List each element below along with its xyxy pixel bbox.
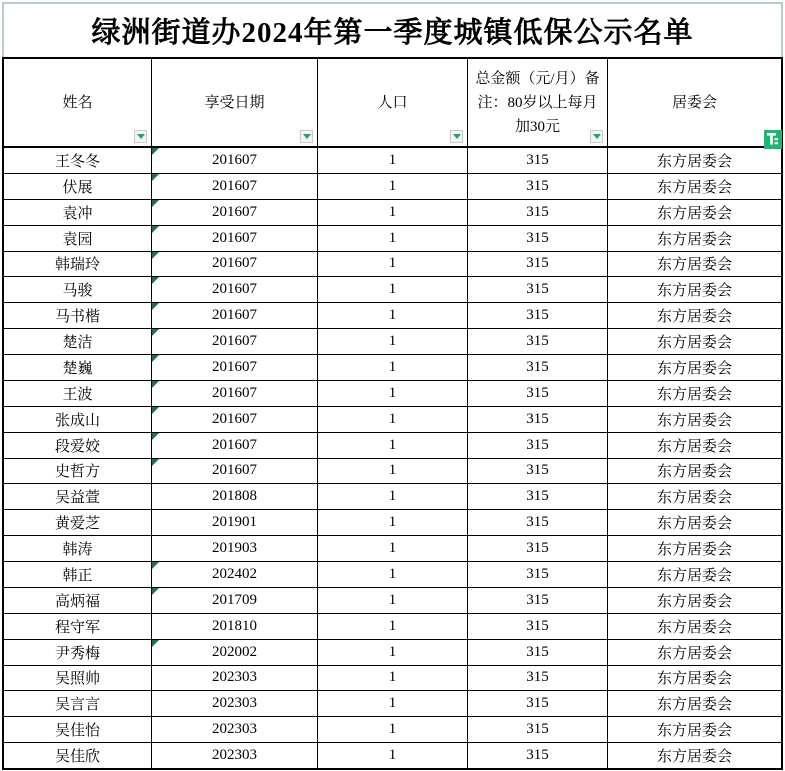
name-cell[interactable]: 高炳福 bbox=[4, 588, 152, 613]
population-cell[interactable]: 1 bbox=[318, 277, 468, 302]
amount-cell[interactable]: 315 bbox=[468, 433, 608, 458]
error-flag-icon bbox=[152, 200, 159, 207]
date-cell[interactable]: 202002 bbox=[152, 640, 318, 665]
date-cell[interactable]: 201607 bbox=[152, 252, 318, 277]
population-cell[interactable]: 1 bbox=[318, 252, 468, 277]
committee-cell[interactable]: 东方居委会 bbox=[656, 723, 732, 740]
amount-cell[interactable]: 315 bbox=[468, 174, 608, 199]
table-row bbox=[4, 510, 781, 536]
table-row bbox=[4, 252, 781, 278]
date-cell[interactable]: 201607 bbox=[152, 407, 318, 432]
name-cell[interactable]: 王波 bbox=[4, 381, 152, 406]
amount-cell[interactable]: 315 bbox=[468, 329, 608, 354]
committee-cell[interactable]: 东方居委会 bbox=[656, 438, 732, 455]
population-cell[interactable]: 1 bbox=[318, 691, 468, 716]
filter-dropdown-button[interactable] bbox=[590, 130, 603, 143]
table-row bbox=[4, 459, 781, 485]
error-flag-icon bbox=[152, 329, 159, 336]
amount-cell[interactable]: 315 bbox=[468, 355, 608, 380]
amount-cell[interactable]: 315 bbox=[468, 148, 608, 173]
amount-cell[interactable]: 315 bbox=[468, 459, 608, 484]
date-cell[interactable]: 202303 bbox=[152, 743, 318, 768]
table-row bbox=[4, 433, 781, 459]
population-cell[interactable]: 1 bbox=[318, 381, 468, 406]
error-flag-icon bbox=[152, 433, 159, 440]
date-cell[interactable]: 202303 bbox=[152, 666, 318, 691]
table-row bbox=[4, 588, 781, 614]
amount-cell[interactable]: 315 bbox=[468, 614, 608, 639]
amount-cell[interactable]: 315 bbox=[468, 666, 608, 691]
amount-cell[interactable]: 315 bbox=[468, 303, 608, 328]
name-cell[interactable]: 吴佳怡 bbox=[4, 717, 152, 742]
date-cell[interactable]: 201607 bbox=[152, 329, 318, 354]
date-cell[interactable]: 201808 bbox=[152, 484, 318, 509]
table-row bbox=[4, 640, 781, 666]
table-row bbox=[4, 562, 781, 588]
chevron-down-icon bbox=[453, 134, 461, 139]
funnel-icon bbox=[767, 133, 779, 146]
population-cell[interactable]: 1 bbox=[318, 148, 468, 173]
amount-cell[interactable]: 315 bbox=[468, 588, 608, 613]
date-cell[interactable]: 201901 bbox=[152, 510, 318, 535]
population-cell[interactable]: 1 bbox=[318, 666, 468, 691]
table-row bbox=[4, 666, 781, 692]
date-cell[interactable]: 201607 bbox=[152, 433, 318, 458]
error-flag-icon bbox=[152, 407, 159, 414]
name-cell[interactable]: 黄爱芝 bbox=[4, 510, 152, 535]
table-row bbox=[4, 743, 781, 768]
table-row bbox=[4, 226, 781, 252]
committee-cell[interactable]: 东方居委会 bbox=[656, 335, 732, 352]
table-row bbox=[4, 484, 781, 510]
date-cell[interactable]: 201607 bbox=[152, 355, 318, 380]
table-row bbox=[4, 355, 781, 381]
name-cell[interactable]: 吴益萱 bbox=[4, 484, 152, 509]
name-cell[interactable]: 袁冲 bbox=[4, 200, 152, 225]
name-cell[interactable]: 袁园 bbox=[4, 226, 152, 251]
error-flag-icon bbox=[152, 588, 159, 595]
name-cell[interactable]: 尹秀梅 bbox=[4, 640, 152, 665]
column-header[interactable] bbox=[152, 59, 318, 146]
error-flag-icon bbox=[152, 252, 159, 259]
chevron-down-icon bbox=[137, 134, 145, 139]
population-cell[interactable]: 1 bbox=[318, 536, 468, 561]
filter-dropdown-button[interactable] bbox=[300, 130, 313, 143]
amount-cell[interactable]: 315 bbox=[468, 743, 608, 768]
committee-cell[interactable]: 东方居委会 bbox=[656, 231, 732, 248]
date-cell[interactable]: 201607 bbox=[152, 303, 318, 328]
table-row bbox=[4, 148, 781, 174]
population-cell[interactable]: 1 bbox=[318, 743, 468, 768]
committee-cell[interactable]: 东方居委会 bbox=[656, 205, 732, 222]
table-row bbox=[4, 407, 781, 433]
date-cell[interactable]: 201607 bbox=[152, 381, 318, 406]
table-row bbox=[4, 277, 781, 303]
filter-dropdown-button[interactable] bbox=[134, 130, 147, 143]
committee-cell[interactable]: 东方居委会 bbox=[656, 593, 732, 610]
error-flag-icon bbox=[152, 277, 159, 284]
table-body bbox=[4, 148, 781, 768]
table-row bbox=[4, 614, 781, 640]
amount-cell[interactable]: 315 bbox=[468, 200, 608, 225]
name-cell[interactable]: 程守军 bbox=[4, 614, 152, 639]
table-row bbox=[4, 329, 781, 355]
name-cell[interactable]: 王冬冬 bbox=[4, 148, 152, 173]
population-cell[interactable]: 1 bbox=[318, 614, 468, 639]
population-cell[interactable]: 1 bbox=[318, 200, 468, 225]
name-cell[interactable]: 韩正 bbox=[4, 562, 152, 587]
amount-cell[interactable]: 315 bbox=[468, 640, 608, 665]
committee-cell[interactable]: 东方居委会 bbox=[656, 257, 732, 274]
date-cell[interactable]: 202303 bbox=[152, 717, 318, 742]
name-cell[interactable]: 楚洁 bbox=[4, 329, 152, 354]
amount-cell[interactable]: 315 bbox=[468, 407, 608, 432]
committee-cell[interactable]: 东方居委会 bbox=[656, 749, 732, 766]
date-cell[interactable]: 201810 bbox=[152, 614, 318, 639]
population-cell[interactable]: 1 bbox=[318, 433, 468, 458]
committee-cell[interactable]: 东方居委会 bbox=[656, 412, 732, 429]
name-cell[interactable]: 吴言言 bbox=[4, 691, 152, 716]
population-cell[interactable]: 1 bbox=[318, 717, 468, 742]
amount-cell[interactable]: 315 bbox=[468, 691, 608, 716]
amount-cell[interactable]: 315 bbox=[468, 381, 608, 406]
committee-cell[interactable]: 东方居委会 bbox=[656, 567, 732, 584]
committee-cell[interactable]: 东方居委会 bbox=[656, 490, 732, 507]
population-cell[interactable]: 1 bbox=[318, 484, 468, 509]
chevron-down-icon bbox=[593, 134, 601, 139]
committee-cell[interactable]: 东方居委会 bbox=[656, 153, 732, 170]
error-flag-icon bbox=[152, 303, 159, 310]
data-table bbox=[2, 57, 783, 770]
committee-cell[interactable]: 东方居委会 bbox=[656, 464, 732, 481]
committee-cell[interactable]: 东方居委会 bbox=[656, 179, 732, 196]
amount-cell[interactable]: 315 bbox=[468, 717, 608, 742]
committee-cell[interactable]: 东方居委会 bbox=[656, 386, 732, 403]
committee-cell[interactable]: 东方居委会 bbox=[656, 645, 732, 662]
amount-cell[interactable]: 315 bbox=[468, 484, 608, 509]
name-cell[interactable]: 楚巍 bbox=[4, 355, 152, 380]
name-cell[interactable]: 韩涛 bbox=[4, 536, 152, 561]
column-header-label: 人口 bbox=[377, 94, 408, 111]
column-header-label: 姓名 bbox=[62, 94, 93, 111]
amount-cell[interactable]: 315 bbox=[468, 277, 608, 302]
name-cell[interactable]: 马书楷 bbox=[4, 303, 152, 328]
table-row bbox=[4, 200, 781, 226]
table-row bbox=[4, 174, 781, 200]
column-header-label: 居委会 bbox=[671, 94, 717, 111]
date-cell[interactable]: 201607 bbox=[152, 459, 318, 484]
date-cell[interactable]: 201607 bbox=[152, 200, 318, 225]
table-row bbox=[4, 717, 781, 743]
population-cell[interactable]: 1 bbox=[318, 562, 468, 587]
committee-cell[interactable]: 东方居委会 bbox=[656, 516, 732, 533]
amount-cell[interactable]: 315 bbox=[468, 536, 608, 561]
committee-cell[interactable]: 东方居委会 bbox=[656, 619, 732, 636]
chevron-down-icon bbox=[303, 134, 311, 139]
name-cell[interactable]: 吴佳欣 bbox=[4, 743, 152, 768]
table-row bbox=[4, 303, 781, 329]
error-flag-icon bbox=[152, 226, 159, 233]
table-row bbox=[4, 691, 781, 717]
error-flag-icon bbox=[152, 174, 159, 181]
population-cell[interactable]: 1 bbox=[318, 640, 468, 665]
name-cell[interactable]: 张成山 bbox=[4, 407, 152, 432]
date-cell[interactable]: 202303 bbox=[152, 691, 318, 716]
population-cell[interactable]: 1 bbox=[318, 174, 468, 199]
committee-cell[interactable]: 东方居委会 bbox=[656, 309, 732, 326]
amount-cell[interactable]: 315 bbox=[468, 226, 608, 251]
sheet-title-row bbox=[2, 2, 783, 57]
error-flag-icon bbox=[152, 459, 159, 466]
date-cell[interactable]: 201607 bbox=[152, 174, 318, 199]
name-cell[interactable]: 史哲方 bbox=[4, 459, 152, 484]
error-flag-icon bbox=[152, 148, 159, 155]
header-row bbox=[4, 59, 781, 148]
amount-cell[interactable]: 315 bbox=[468, 510, 608, 535]
population-cell[interactable]: 1 bbox=[318, 226, 468, 251]
population-cell[interactable]: 1 bbox=[318, 588, 468, 613]
date-cell[interactable]: 201903 bbox=[152, 536, 318, 561]
date-cell[interactable]: 201607 bbox=[152, 148, 318, 173]
column-header[interactable] bbox=[318, 59, 468, 146]
population-cell[interactable]: 1 bbox=[318, 329, 468, 354]
date-cell[interactable]: 201607 bbox=[152, 226, 318, 251]
name-cell[interactable]: 段爱姣 bbox=[4, 433, 152, 458]
population-cell[interactable]: 1 bbox=[318, 510, 468, 535]
error-flag-icon bbox=[152, 355, 159, 362]
committee-cell[interactable]: 东方居委会 bbox=[656, 671, 732, 688]
column-header[interactable] bbox=[468, 59, 608, 146]
population-cell[interactable]: 1 bbox=[318, 355, 468, 380]
name-cell[interactable]: 伏展 bbox=[4, 174, 152, 199]
table-row bbox=[4, 381, 781, 407]
committee-cell[interactable]: 东方居委会 bbox=[656, 542, 732, 559]
column-header-label: 享受日期 bbox=[204, 94, 265, 111]
name-cell[interactable]: 韩瑞玲 bbox=[4, 252, 152, 277]
name-cell[interactable]: 吴照帅 bbox=[4, 666, 152, 691]
date-cell[interactable]: 201607 bbox=[152, 277, 318, 302]
filter-dropdown-button[interactable] bbox=[450, 130, 463, 143]
column-header-label: 总金额（元/月）备注：80岁以上每月加30元 bbox=[475, 70, 600, 135]
column-header[interactable] bbox=[608, 59, 781, 146]
page-title: 绿洲街道办2024年第一季度城镇低保公示名单 bbox=[91, 17, 694, 49]
column-header[interactable] bbox=[4, 59, 152, 146]
table-row bbox=[4, 536, 781, 562]
population-cell[interactable]: 1 bbox=[318, 407, 468, 432]
error-flag-icon bbox=[152, 640, 159, 647]
name-cell[interactable]: 马骏 bbox=[4, 277, 152, 302]
committee-cell[interactable]: 东方居委会 bbox=[656, 283, 732, 300]
amount-cell[interactable]: 315 bbox=[468, 252, 608, 277]
population-cell[interactable]: 1 bbox=[318, 303, 468, 328]
committee-cell[interactable]: 东方居委会 bbox=[656, 360, 732, 377]
date-cell[interactable]: 201709 bbox=[152, 588, 318, 613]
filter-active-icon[interactable] bbox=[764, 130, 782, 149]
date-cell[interactable]: 202402 bbox=[152, 562, 318, 587]
committee-cell[interactable]: 东方居委会 bbox=[656, 697, 732, 714]
error-flag-icon bbox=[152, 562, 159, 569]
amount-cell[interactable]: 315 bbox=[468, 562, 608, 587]
population-cell[interactable]: 1 bbox=[318, 459, 468, 484]
error-flag-icon bbox=[152, 381, 159, 388]
